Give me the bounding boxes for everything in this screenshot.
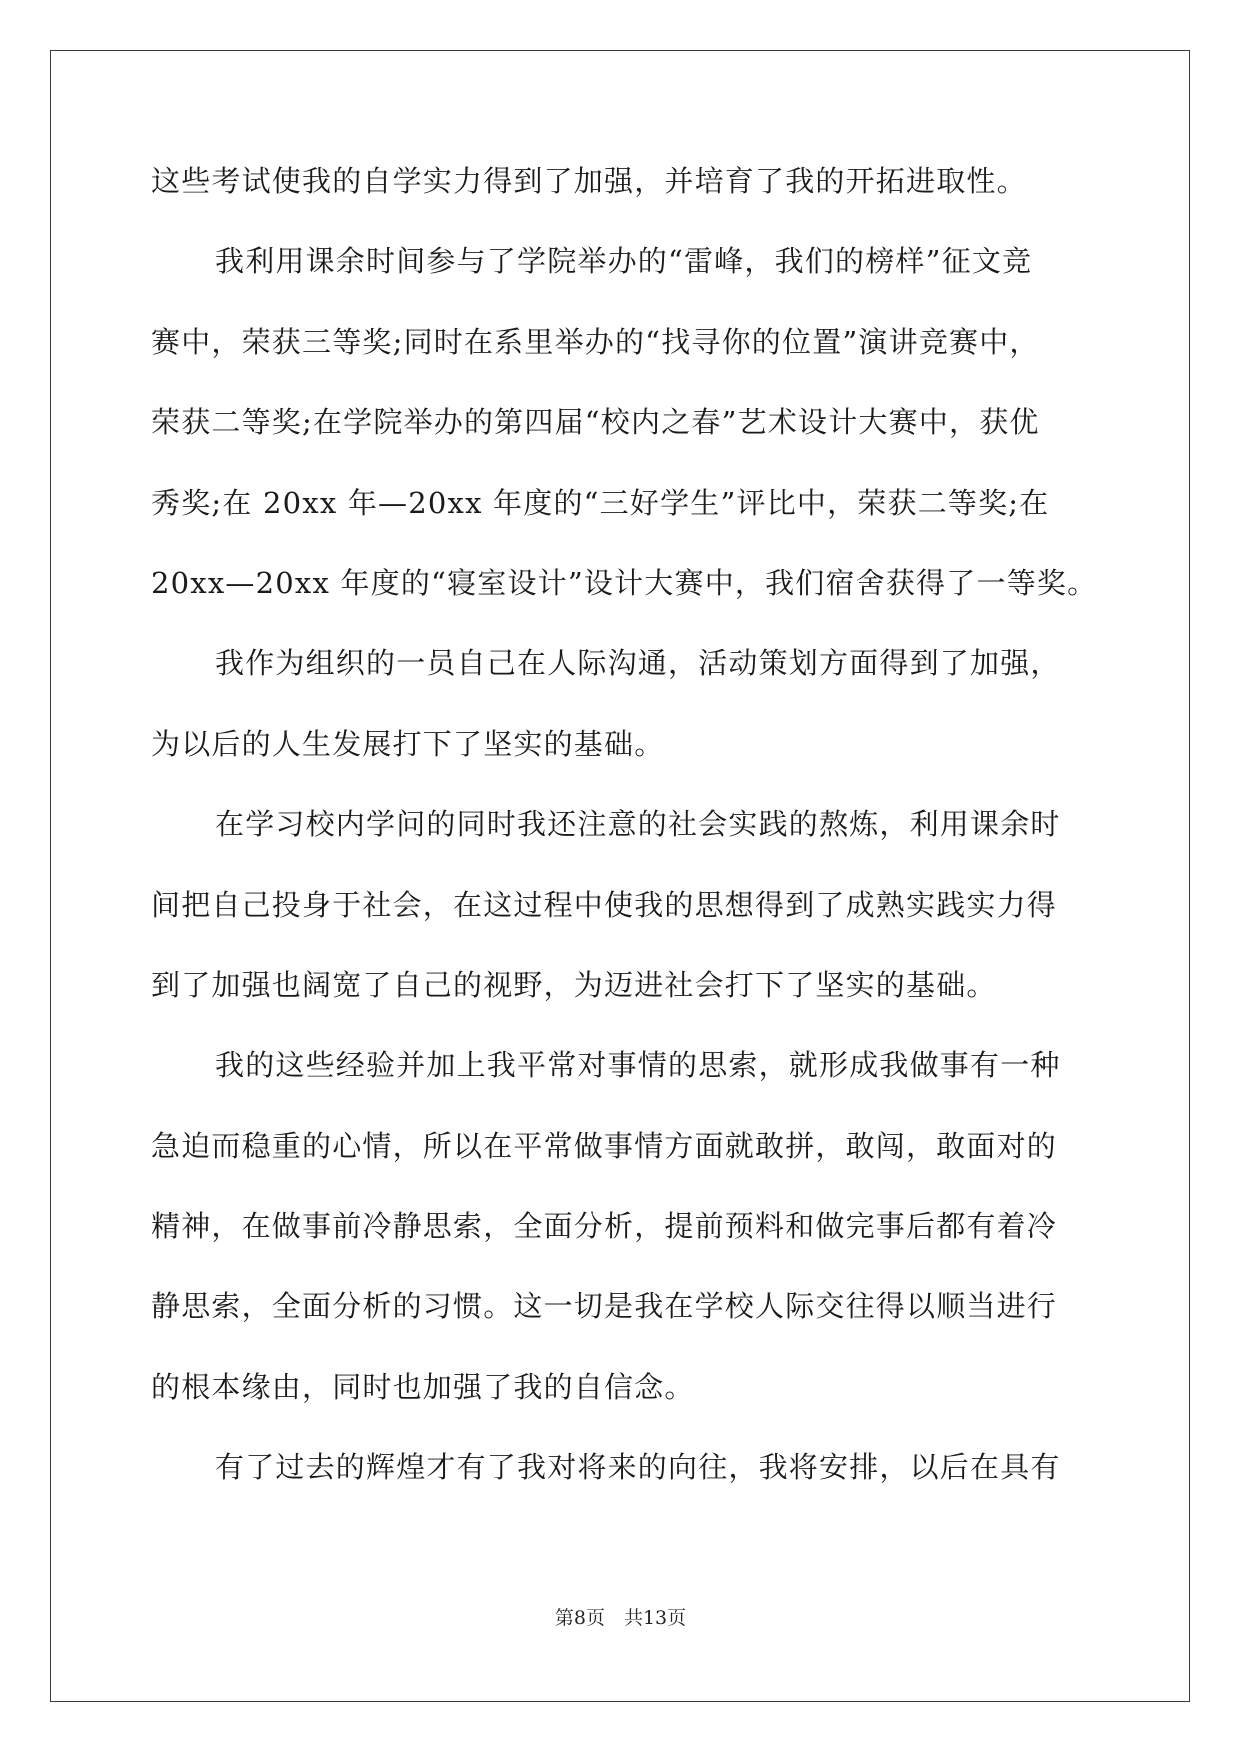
page-number: 第8页 共13页 [554, 1607, 687, 1629]
text-line: 20xx—20xx 年度的“寝室设计”设计大赛中，我们宿舍获得了一等奖。 [151, 565, 1098, 600]
text-line: 我的这些经验并加上我平常对事情的思索，就形成我做事有一种 [215, 1048, 1061, 1083]
text-line: 有了过去的辉煌才有了我对将来的向往，我将安排，以后在具有 [215, 1450, 1061, 1485]
document-body [151, 164, 1098, 1532]
text-line: 我作为组织的一员自己在人际沟通，活动策划方面得到了加强， [215, 646, 1061, 681]
text-line: 为以后的人生发展打下了坚实的基础。 [151, 726, 665, 761]
text-line: 的根本缘由，同时也加强了我的自信念。 [151, 1369, 695, 1404]
text-line: 秀奖;在 20xx 年—20xx 年度的“三好学生”评比中，荣获二等奖;在 [151, 485, 1050, 520]
text-line: 急迫而稳重的心情，所以在平常做事情方面就敢拼，敢闯，敢面对的 [151, 1128, 1058, 1163]
text-line: 间把自己投身于社会，在这过程中使我的思想得到了成熟实践实力得 [151, 887, 1058, 922]
text-line: 到了加强也阔宽了自己的视野，为迈进社会打下了坚实的基础。 [151, 967, 997, 1002]
text-line: 在学习校内学问的同时我还注意的社会实践的熬炼，利用课余时 [215, 807, 1061, 842]
text-line: 这些考试使我的自学实力得到了加强，并培育了我的开拓进取性。 [151, 164, 1027, 198]
text-line: 赛中，荣获三等奖;同时在系里举办的“找寻你的位置”演讲竞赛中， [151, 324, 1040, 359]
text-line: 静思索，全面分析的习惯。这一切是我在学校人际交往得以顺当进行 [151, 1289, 1058, 1324]
text-line: 精神，在做事前冷静思索，全面分析，提前预料和做完事后都有着冷 [151, 1209, 1058, 1244]
text-line: 我利用课余时间参与了学院举办的“雷峰，我们的榜样”征文竞 [215, 244, 1033, 279]
text-line: 荣获二等奖;在学院举办的第四届“校内之春”艺术设计大赛中，获优 [151, 405, 1040, 440]
